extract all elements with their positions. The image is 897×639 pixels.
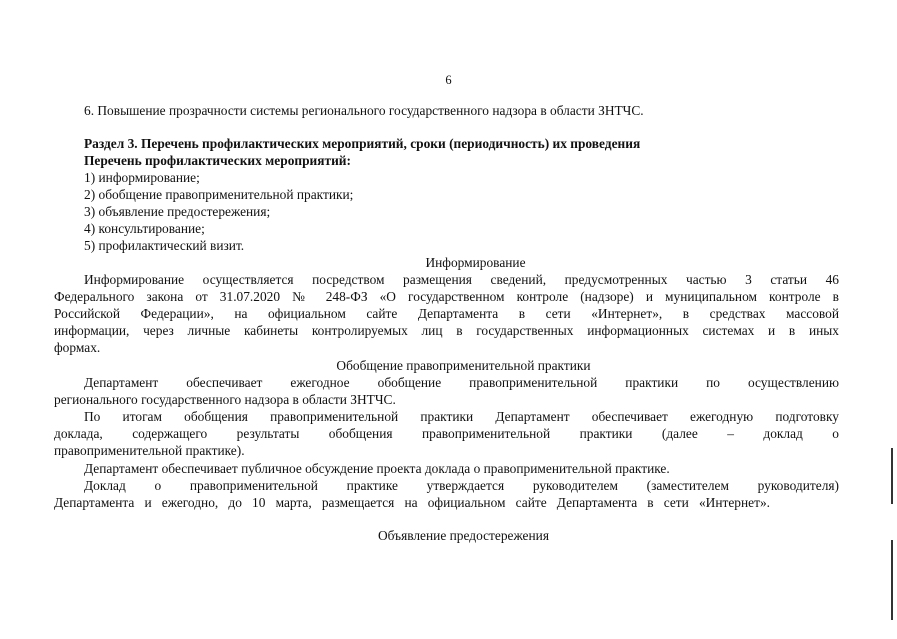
warning-heading: Объявление предостережения	[378, 528, 549, 543]
informing-line-2: Федерального закона от 31.07.2020 № 248-ФЗ «О государственном контроле (надзоре) и муниципальном контроле в	[54, 289, 839, 304]
intro-item-6: 6. Повышение прозрачности системы регионального государственного надзора в области ЗНТЧС.	[84, 103, 644, 118]
measures-list-heading: Перечень профилактических мероприятий:	[84, 153, 351, 168]
generalization-line-8: Департамента и ежегодно, до 10 марта, размещается на официальном сайте Департамента в сети «Интернет».	[54, 495, 770, 510]
generalization-line-7: Доклад о правоприменительной практике утверждается руководителем (заместителем руководителя)	[84, 478, 839, 493]
informing-heading: Информирование	[425, 255, 526, 270]
scan-edge-mark	[891, 448, 893, 504]
generalization-line-3: По итогам обобщения правоприменительной практики Департамент обеспечивает ежегодную подготовку	[84, 409, 839, 424]
measure-item-3: 3) объявление предостережения;	[84, 204, 271, 219]
generalization-line-5: правоприменительной практике).	[54, 443, 245, 458]
scan-edge-mark-lower	[891, 540, 893, 620]
informing-line-3: Российской Федерации», на официальном сайте Департамента в сети «Интернет», в средствах массовой	[54, 306, 839, 321]
measure-item-5: 5) профилактический визит.	[84, 238, 245, 253]
measure-item-4: 4) консультирование;	[84, 221, 205, 236]
generalization-line-4: доклада, содержащего результаты обобщения правоприменительной практики (далее – доклад о	[54, 426, 839, 441]
page-number: 6	[445, 73, 452, 87]
section-3-title: Раздел 3. Перечень профилактических мероприятий, сроки (периодичность) их проведения	[84, 136, 641, 151]
generalization-line-2: регионального государственного надзора в области ЗНТЧС.	[54, 392, 396, 407]
informing-line-1: Информирование осуществляется посредством размещения сведений, предусмотренных частью 3 статьи 46	[84, 272, 839, 287]
generalization-line-1: Департамент обеспечивает ежегодное обобщение правоприменительной практики по осуществлению	[84, 375, 839, 390]
generalization-line-6: Департамент обеспечивает публичное обсуждение проекта доклада о правоприменительной практике.	[84, 461, 670, 476]
measure-item-2: 2) обобщение правоприменительной практики;	[84, 187, 354, 202]
informing-line-5: формах.	[54, 340, 101, 355]
informing-line-4: информации, через личные кабинеты контролируемых лиц в государственных информационных системах и в иных	[54, 323, 839, 338]
generalization-heading: Обобщение правоприменительной практики	[336, 358, 591, 373]
measure-item-1: 1) информирование;	[84, 170, 200, 185]
